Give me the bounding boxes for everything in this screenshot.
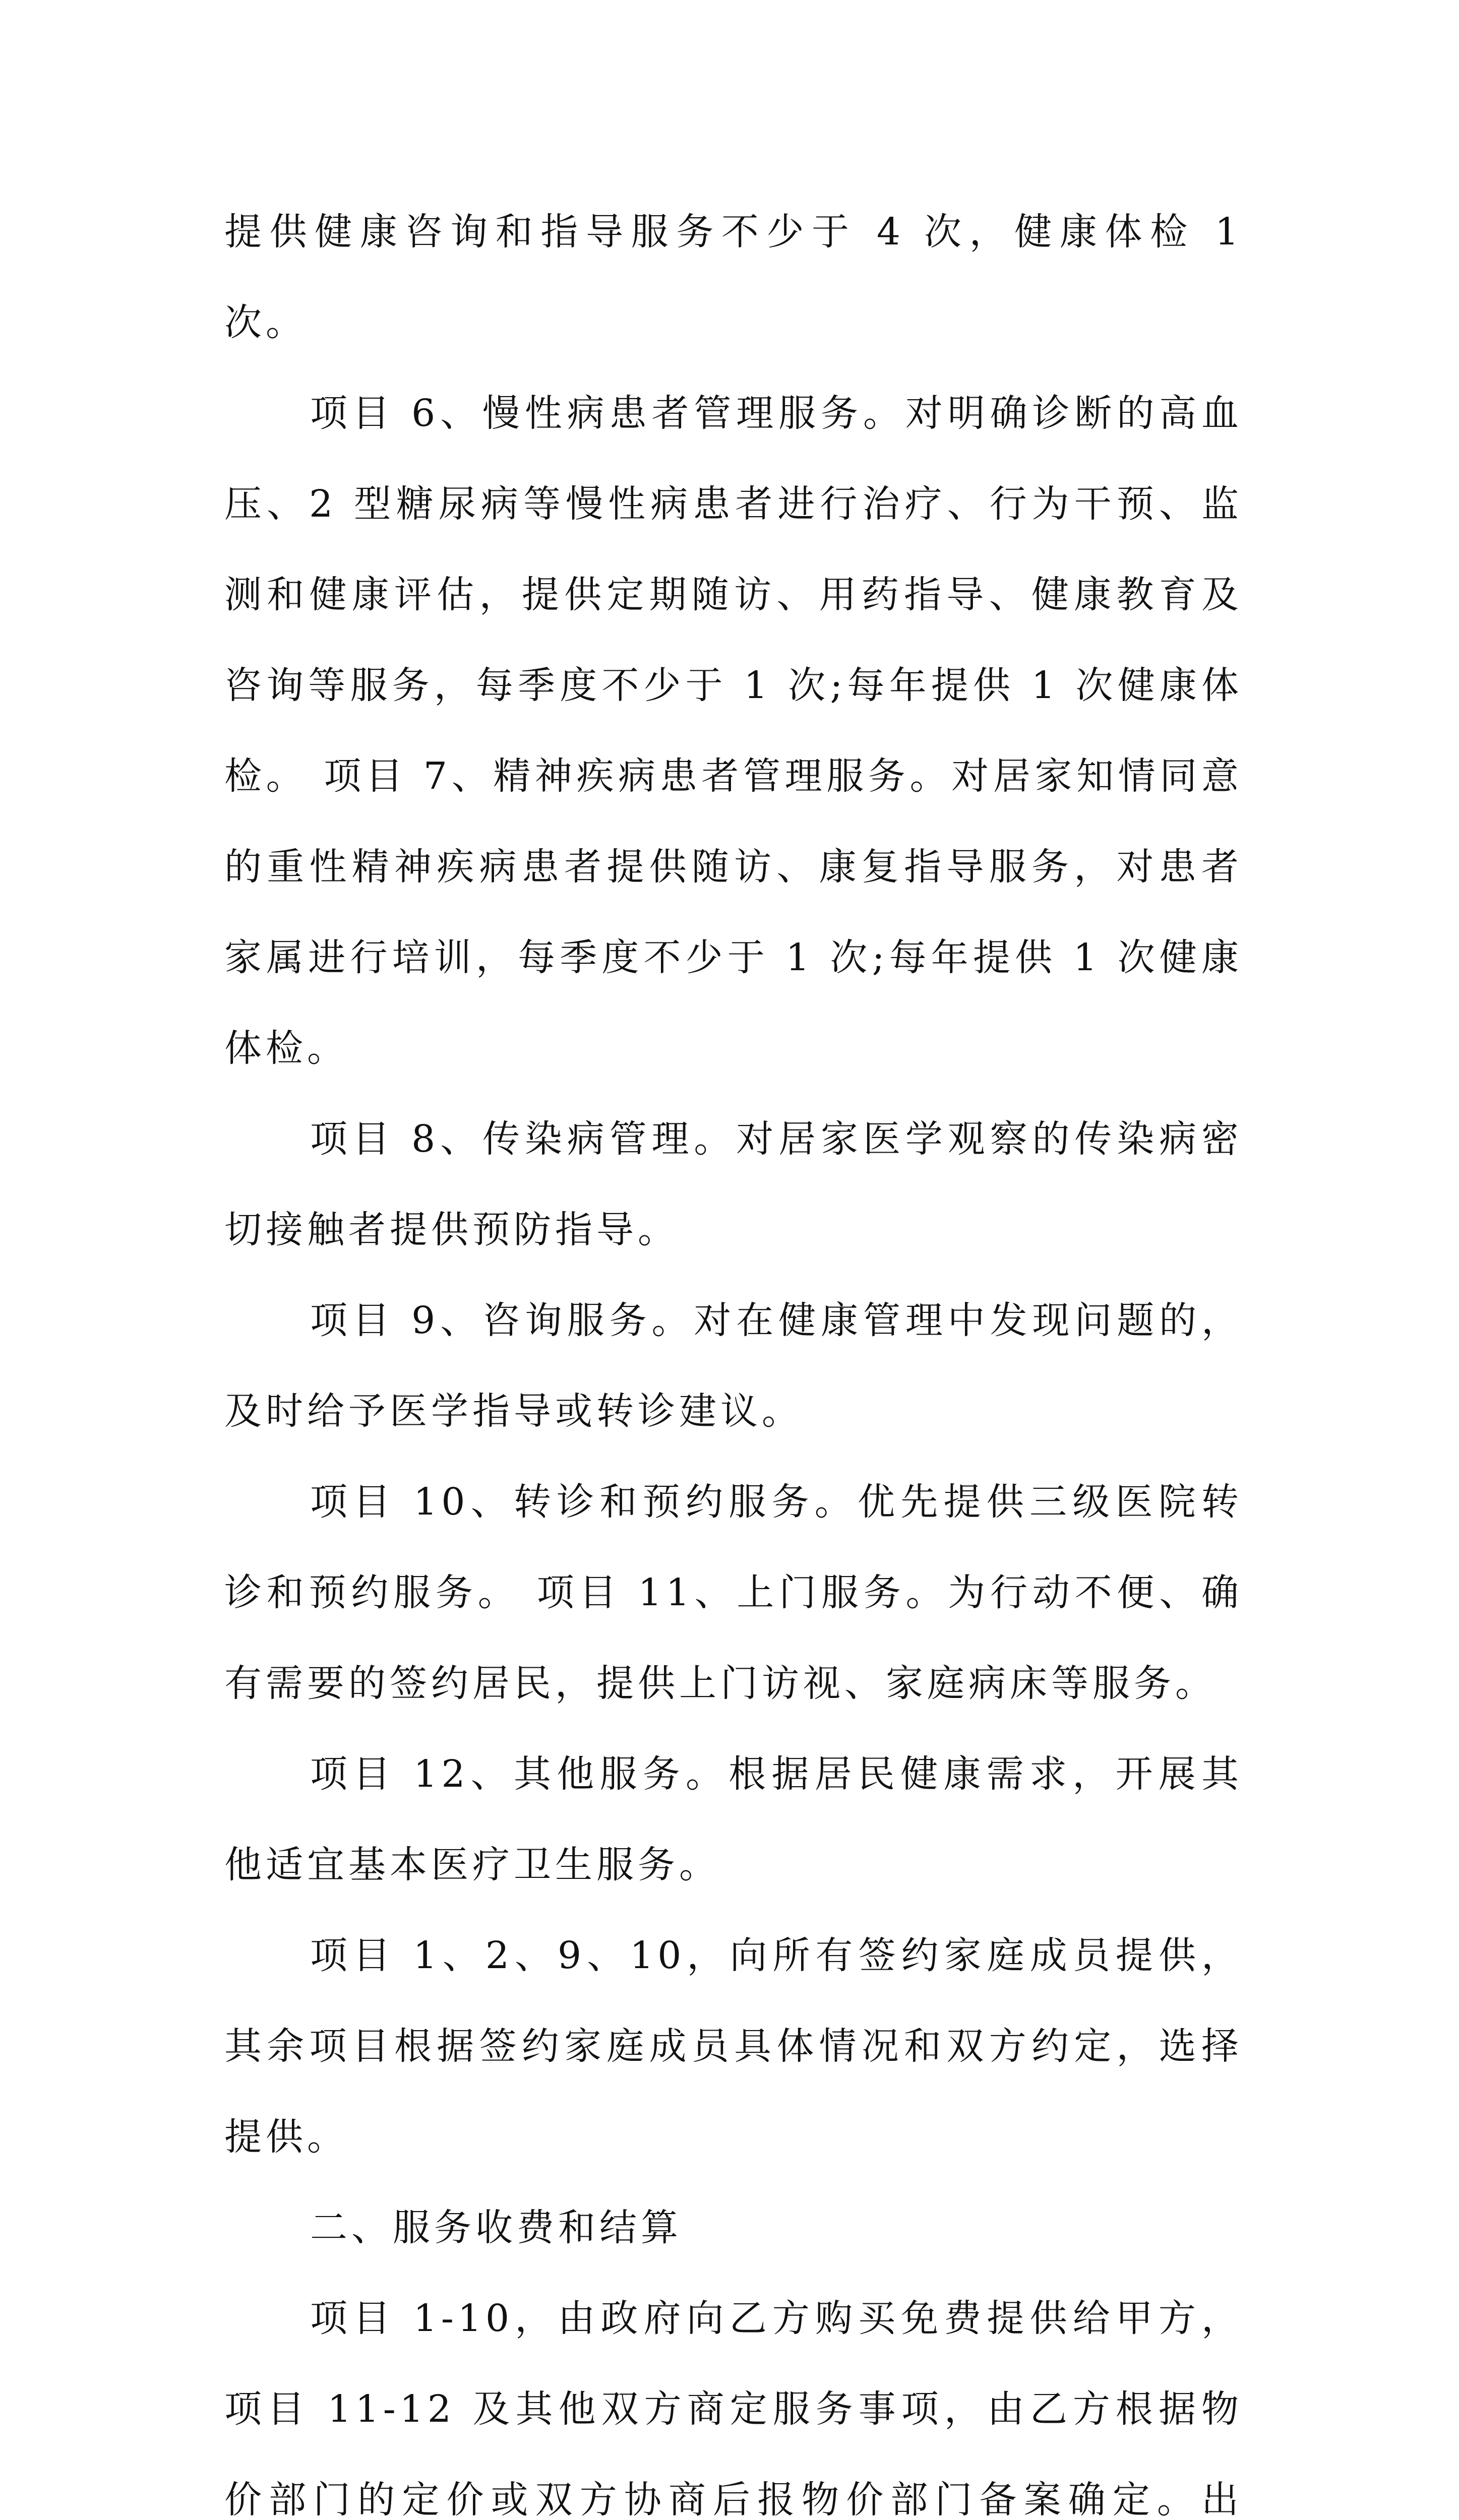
paragraph-item-6-7: 项目 6、慢性病患者管理服务。对明确诊断的高血压、2 型糖尿病等慢性病患者进行治疗、行为干预、监测和健康评估，提供定期随访、用药指导、健康教育及咨询等服务，每季度不少于 1 次;每年提供 1 次健康体检。 项目 7、精神疾病患者管理服务。对居家知情同意的重性精神疾病患者提供随访、康复指导服务，对患者家属进行培训，每季度不少于 1 次;每年提供 1 次健康体检。 — [224, 392, 1243, 1070]
paragraph-item-9: 项目 9、咨询服务。对在健康管理中发现问题的，及时给予医学指导或转诊建议。 — [224, 1299, 1243, 1433]
paragraph-fees-settlement: 项目 1-10，由政府向乙方购买免费提供给甲方，项目 11-12 及其他双方商定服务事项，由乙方根据物价部门的定价或双方协商后报物价部门备案确定。出 — [224, 2297, 1243, 2520]
section-heading-fees: 二、服务收费和结算 — [310, 2206, 682, 2249]
paragraph-item-10-11: 项目 10、转诊和预约服务。优先提供三级医院转诊和预约服务。 项目 11、上门服务。为行动不便、确有需要的签约居民，提供上门访视、家庭病床等服务。 — [224, 1480, 1243, 1705]
paragraph-items-summary: 项目 1、2、9、10，向所有签约家庭成员提供，其余项目根据签约家庭成员具体情况和双方约定，选择提供。 — [224, 1934, 1243, 2159]
document-body — [224, 186, 1243, 2520]
paragraph-item-8: 项目 8、传染病管理。对居家医学观察的传染病密切接触者提供预防指导。 — [224, 1117, 1243, 1251]
paragraph-health-consult-continuation: 提供健康咨询和指导服务不少于 4 次，健康体检 1 次。 — [224, 210, 1243, 344]
paragraph-item-12: 项目 12、其他服务。根据居民健康需求，开展其他适宜基本医疗卫生服务。 — [224, 1752, 1243, 1886]
